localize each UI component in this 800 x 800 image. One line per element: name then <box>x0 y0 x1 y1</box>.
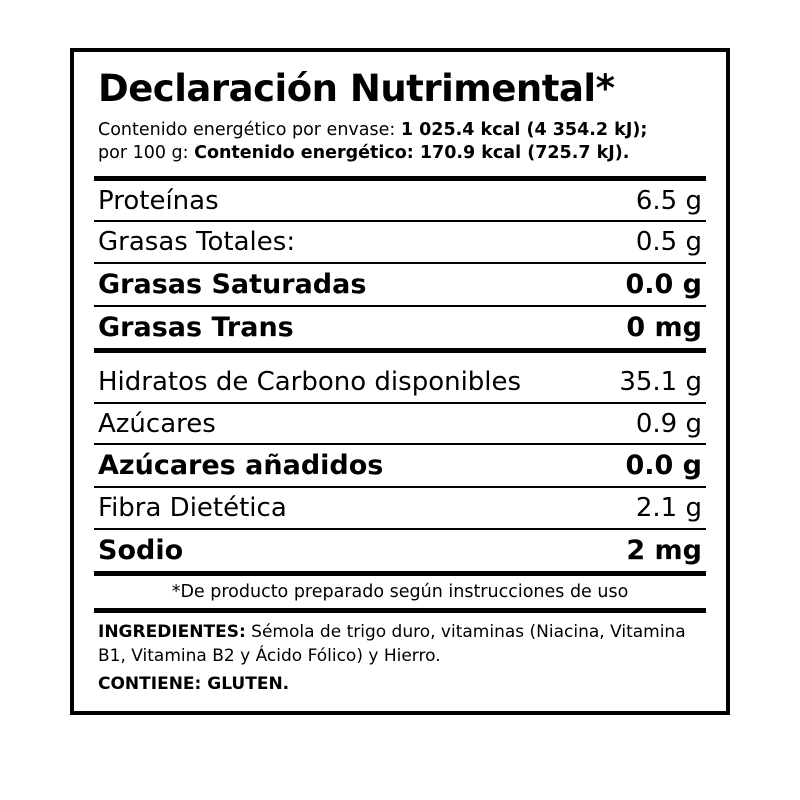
nutrient-name: Fibra Dietética <box>98 493 287 524</box>
nutrient-row-proteinas <box>94 181 706 221</box>
nutrient-value: 0.0 g <box>625 450 702 482</box>
ingredients-text: Sémola de trigo duro, vitaminas (Niacina, Vitamina B1, Vitamina B2 y Ácido Fólico) y Hierro. <box>98 621 686 667</box>
nutrient-value: 35.1 g <box>619 366 702 397</box>
nutrient-row-grasas-trans <box>94 307 706 348</box>
nutrient-row-sodio <box>94 530 706 571</box>
nutrient-value: 0.0 g <box>625 269 702 301</box>
nutrient-name: Grasas Trans <box>98 312 294 343</box>
nutrient-name: Azúcares <box>98 408 216 439</box>
ingredients-label: INGREDIENTES: <box>98 621 246 642</box>
nutrient-value: 0.5 g <box>635 227 702 258</box>
nutrient-row-grasas-saturadas <box>94 264 706 305</box>
nutrient-row-fibra-dietetica <box>94 488 706 528</box>
nutrient-name: Hidratos de Carbono disponibles <box>98 366 522 397</box>
nutrient-row-grasas-totales <box>94 222 706 262</box>
nutrient-value: 0.9 g <box>635 408 702 439</box>
nutrient-name: Azúcares añadidos <box>98 450 384 482</box>
nutrient-row-azucares-anadidos <box>94 445 706 486</box>
footnote: *De producto preparado según instrucciones de uso <box>171 581 629 602</box>
nutrient-name: Grasas Saturadas <box>98 269 367 301</box>
energy-per-package-value: 1 025.4 kcal (4 354.2 kJ); <box>400 119 648 140</box>
page-title: Declaración Nutrimental* <box>98 67 615 110</box>
ingredients-block <box>94 613 706 673</box>
contains-statement: CONTIENE: GLUTEN. <box>98 673 290 694</box>
nutrient-name: Grasas Totales: <box>98 227 296 258</box>
nutrient-name: Proteínas <box>98 185 219 216</box>
nutrient-value: 2 mg <box>626 534 702 566</box>
energy-statement <box>98 119 706 166</box>
nutrient-row-hidratos-de-carbono <box>94 362 706 402</box>
nutrient-value: 6.5 g <box>635 185 702 216</box>
nutrition-label-panel <box>70 48 730 715</box>
group-spacer <box>94 353 706 362</box>
energy-per-package-label: Contenido energético por envase: <box>98 119 401 140</box>
nutrient-value: 2.1 g <box>635 493 702 524</box>
energy-per-100g-value: Contenido energético: 170.9 kcal (725.7 kJ). <box>194 143 630 164</box>
nutrient-value: 0 mg <box>626 312 702 343</box>
nutrient-name: Sodio <box>98 534 184 566</box>
energy-per-100g-label: por 100 g: <box>98 143 195 164</box>
nutrient-row-azucares <box>94 404 706 444</box>
